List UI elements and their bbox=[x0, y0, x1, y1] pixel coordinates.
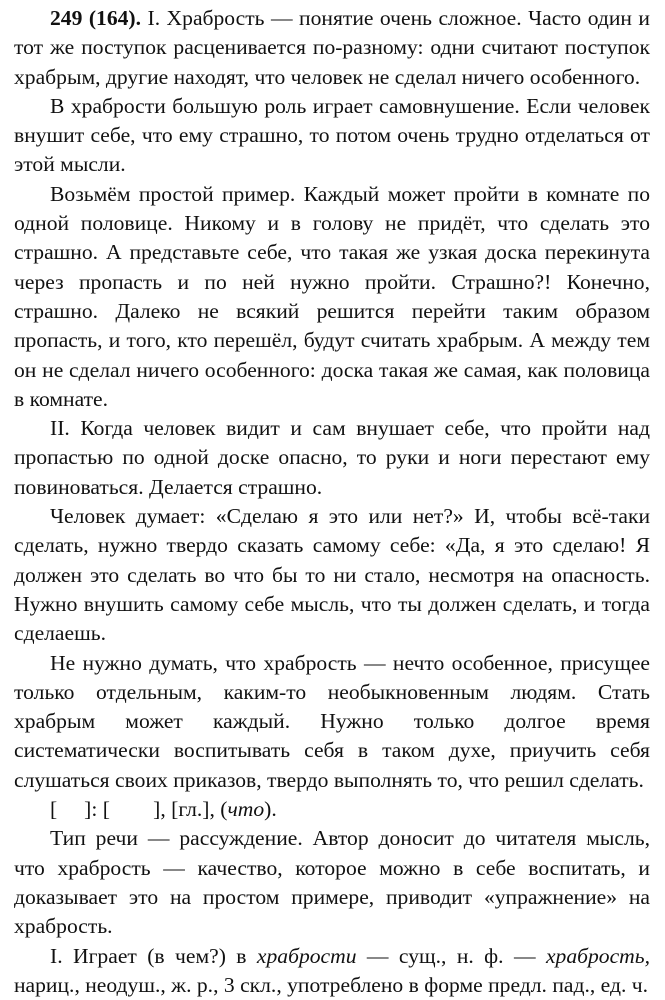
text-analysis: Тип речи — рассуждение. Автор доносит до читателя мысль, что храбрость — качество, которое можно в себе воспитать, и доказывает это на простом примере, приводит «упражнение» на храбрость. bbox=[14, 824, 650, 941]
paragraph-3: Возьмём простой пример. Каждый может пройти в комнате по одной половице. Никому и в голову не придёт, что сделать это страшно. А представьте себе, что такая же узкая доска перекинута через пропасть и по ней нужно пройти. Страшно?! Конечно, страшно. Далеко не всякий решится перейти таким образом пропасть, и того, кто перешёл, будут считать храбрым. А между тем он не сделал ничего особенного: доска такая же самая, как половица в комнате. bbox=[14, 180, 650, 414]
paragraph-6: Не нужно думать, что храбрость — нечто особенное, присущее только отдельным, каким-то необыкновенным людям. Стать храбрым может каждый. Нужно только долгое время систематически воспитывать себя в таком духе, приучить себя слушаться своих приказов, твердо выполнять то, что решил сделать. bbox=[14, 649, 650, 795]
morph-rest: нариц., неодуш., ж. р., 3 скл., употреблено в форме предл. пад., ед. ч. bbox=[14, 973, 648, 997]
schema-end: ). bbox=[264, 797, 277, 821]
paragraph-1 bbox=[14, 4, 650, 92]
paragraph-2: В храбрости большую роль играет самовнушение. Если человек внушит себе, что ему страшно, то потом очень трудно отделаться от этой мысли. bbox=[14, 92, 650, 180]
paragraph-4: II. Когда человек видит и сам внушает себе, что пройти над пропастью по одной доске опасно, то руки и ноги перестают ему повиноваться. Делается страшно. bbox=[14, 414, 650, 502]
schema-main: [ ]: [ ], [гл.], ( bbox=[50, 797, 227, 821]
sentence-schema bbox=[14, 795, 650, 824]
paragraph-1-text: I. Храбрость — понятие очень сложное. Часто один и тот же поступок расценивается по-разному: одни считают поступок храбрым, другие находят, что человек не сделал ничего особенного. bbox=[14, 6, 650, 89]
paragraph-5: Человек думает: «Сделаю я это или нет?» И, чтобы всё-таки сделать, нужно твердо сказать самому себе: «Да, я это сделаю! Я должен это сделать во что бы то ни стало, несмотря на опасность. Нужно внушить самому себе мысль, что ты должен сделать, и тогда сделаешь. bbox=[14, 502, 650, 648]
morph-initial-form: храбрость, bbox=[546, 944, 650, 968]
schema-conjunction: что bbox=[227, 797, 264, 821]
morph-word: храбрости bbox=[257, 944, 357, 968]
morph-lead: I. Играет (в чем?) в bbox=[50, 944, 247, 968]
morphological-analysis bbox=[14, 942, 650, 1000]
textbook-page bbox=[14, 4, 650, 1000]
exercise-number: 249 (164). bbox=[50, 6, 141, 30]
morph-mid: — сущ., н. ф. — bbox=[367, 944, 536, 968]
